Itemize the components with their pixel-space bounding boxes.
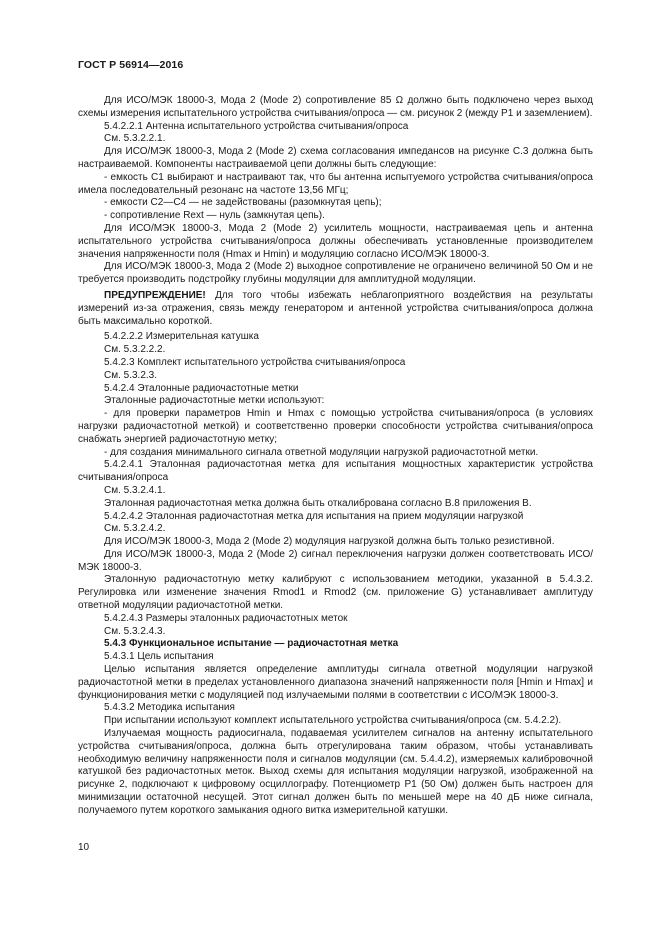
subsection-heading: 5.4.2.4.1 Эталонная радиочастотная метка для испытания мощностных характеристик устройства считывания/опроса	[78, 459, 593, 484]
list-item: - емкость С1 выбирают и настраивают так, что бы антенна испытуемого устройства считывания/опроса имела последовательный резонанс на частоте 13,56 МГц;	[78, 171, 593, 196]
paragraph: При испытании используют комплект испытательного устройства считывания/опроса (см. 5.4.2.2).	[104, 715, 562, 727]
paragraph: Эталонные радиочастотные метки используют:	[104, 395, 325, 407]
subsection-heading: 5.4.2.3 Комплект испытательного устройства считывания/опроса	[104, 356, 406, 368]
paragraph: Для ИСО/МЭК 18000-3, Мода 2 (Mode 2) модуляция нагрузкой должна быть только резистивной.	[104, 536, 555, 548]
paragraph: Для ИСО/МЭК 18000-3, Мода 2 (Mode 2) усилитель мощности, настраиваемая цепь и антенна испытательного устройства считывания/опроса должны обеспечивать установленные производителем значения напряженности поля (Hmax и Hmin) и модуляцию согласно ИСО/МЭК 18000-3.	[78, 222, 593, 260]
list-item: - емкости С2—С4 — не задействованы (разомкнутая цепь);	[104, 197, 382, 209]
warning-text: Для того чтобы избежать неблагоприятного воздействия на результаты измерений из-за отражения, связь между генератором и антенной устройства считывания/опроса должна быть максимально короткой.	[78, 289, 593, 327]
subsection-heading: 5.4.3.1 Цель испытания	[104, 651, 214, 663]
document-header: ГОСТ Р 56914—2016	[78, 59, 184, 71]
paragraph: Для ИСО/МЭК 18000-3, Мода 2 (Mode 2) сопротивление 85 Ω должно быть подключено через выход схемы измерения испытательного устройства считывания/опроса — см. рисунок 2 (между Р1 и заземлением).	[78, 95, 594, 119]
paragraph: Эталонная радиочастотная метка должна быть откалибрована согласно В.8 приложения В.	[104, 497, 532, 509]
warning-paragraph	[78, 290, 593, 328]
list-item: - для создания минимального сигнала ответной модуляции нагрузкой радиочастотной метки.	[104, 446, 539, 458]
paragraph: См. 5.3.2.4.2.	[104, 523, 166, 535]
subsection-heading: 5.4.2.2.1 Антенна испытательного устройства считывания/опроса	[104, 120, 409, 132]
paragraph: Для ИСО/МЭК 18000-3, Мода 2 (Mode 2) схема согласования импедансов на рисунке С.3 должна быть настраиваемой. Компоненты настраиваемой цепи должны быть следующие:	[78, 146, 593, 170]
paragraph: См. 5.3.2.2.1.	[104, 133, 166, 145]
subsection-heading: 5.4.2.4.3 Размеры эталонных радиочастотных меток	[104, 612, 348, 624]
document-body	[78, 95, 593, 818]
subsection-heading: 5.4.2.4.2 Эталонная радиочастотная метка для испытания на прием модуляции нагрузкой	[104, 510, 524, 522]
paragraph: Эталонную радиочастотную метку калибруют с использованием методики, указанной в 5.4.3.2. Регулировка или изменение значения Rmod1 и Rmod2 (см. приложение G) устанавливает амплитуду ответной модуляции радиочастотной метки.	[78, 574, 593, 612]
subsection-heading: 5.4.2.2.2 Измерительная катушка	[104, 331, 259, 343]
paragraph: См. 5.3.2.2.2.	[104, 344, 166, 356]
paragraph: См. 5.3.2.4.3.	[104, 625, 166, 637]
section-heading: 5.4.3 Функциональное испытание — радиочастотная метка	[104, 638, 399, 650]
list-item: - для проверки параметров Hmin и Hmax с помощью устройства считывания/опроса (в условиях нагрузки радиочастотной меткой) и соответственно проверки способности устройства считывания/опроса снабжать энергией радиочастотную метку;	[78, 408, 593, 445]
page-number: 10	[78, 842, 90, 853]
paragraph: Для ИСО/МЭК 18000-3, Мода 2 (Mode 2) сигнал переключения нагрузки должен соответствовать ИСО/МЭК 18000-3.	[78, 548, 593, 573]
warning-label: ПРЕДУПРЕЖДЕНИЕ!	[104, 289, 206, 301]
paragraph: Целью испытания является определение амплитуды сигнала ответной модуляции нагрузкой радиочастотной метки в пределах установленного диапазона значений напряженности поля [Hmin и Hmax] и функционирования метки с модуляцией под излучаемыми полями в соответствии с ИСО/МЭК 18000-3.	[78, 664, 593, 701]
paragraph: Излучаемая мощность радиосигнала, подаваемая усилителем сигналов на антенну испытательного устройства считывания/опроса, должна быть отрегулирована таким образом, чтобы устанавливать необходимую величину напряженности поля и сигналов модуляции (см. 5.4.4.2), измеряемых калибровочной катушкой без радиочастотных меток. Выход схемы для испытания модуляции нагрузкой, изображенной на рисунке 2, подключают к цифровому осциллографу. Потенциометр Р1 (50 Ом) должен быть настроен для минимизации остаточной несущей. Этот сигнал должен быть по меньшей мере на 40 дБ ниже сигнала, получаемого путем короткого замыкания одного витка измерительной катушки.	[78, 728, 593, 816]
paragraph: Для ИСО/МЭК 18000-3, Мода 2 (Mode 2) выходное сопротивление не ограничено величиной 50 Ом и не требуется производить подстройку глубины модуляции для амплитудной модуляции.	[78, 261, 593, 286]
subsection-heading: 5.4.3.2 Методика испытания	[104, 702, 235, 714]
paragraph: См. 5.3.2.4.1.	[104, 484, 166, 496]
list-item: - сопротивление Rext — нуль (замкнутая цепь).	[104, 210, 325, 222]
subsection-heading: 5.4.2.4 Эталонные радиочастотные метки	[104, 382, 299, 394]
paragraph: См. 5.3.2.3.	[104, 369, 158, 381]
